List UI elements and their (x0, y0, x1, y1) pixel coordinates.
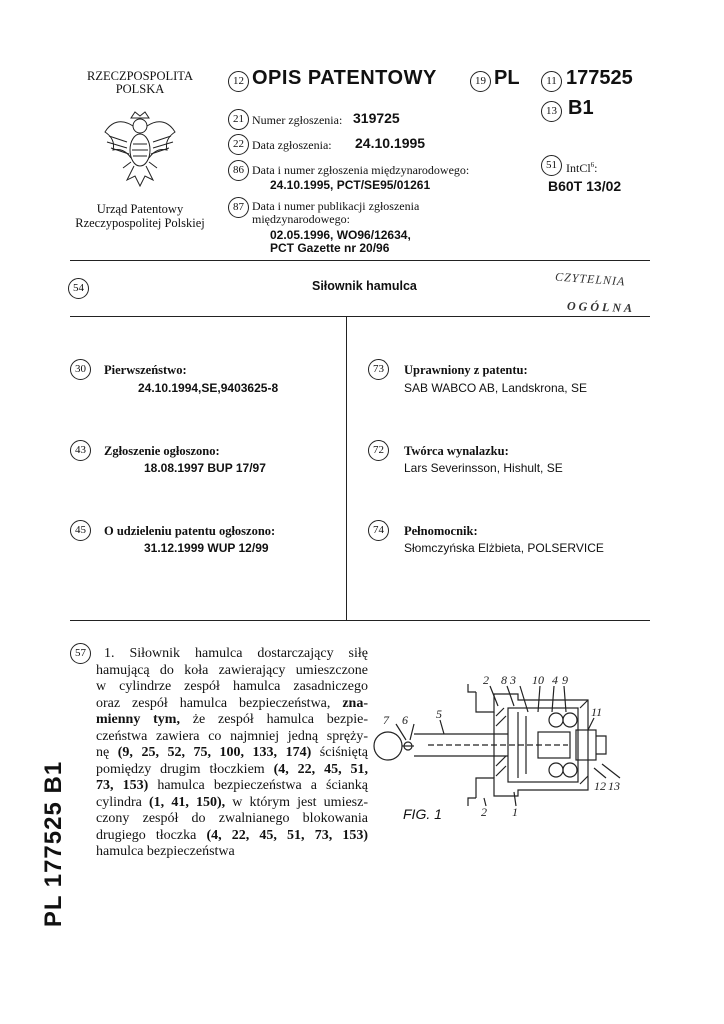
side-patent-label: PL 177525 B1 (40, 760, 67, 928)
inid-code-19: 19 (470, 71, 491, 92)
patent-holder-value: SAB WABCO AB, Landskrona, SE (404, 381, 587, 395)
claim-plain-text: że zespół hamulca bezpie- (179, 712, 368, 727)
claim-plain-text: w cylindrze zespół hamulca zasadniczego (96, 679, 368, 694)
eagle-emblem-icon (101, 108, 179, 190)
fig-label-13: 13 (608, 779, 620, 793)
claim-line (96, 828, 368, 845)
claim-bold-text: zna- (342, 695, 368, 711)
claim-bold-text: (1, 41, 150), (149, 794, 226, 810)
claim-plain-text: ściśniętą (311, 745, 368, 760)
application-date: 24.10.1995 (355, 135, 426, 151)
granted-value: 31.12.1999 WUP 12/99 (144, 541, 269, 555)
country-name (60, 70, 220, 96)
inid-code-73: 73 (368, 359, 389, 380)
claim-line (96, 745, 368, 762)
invention-title: Siłownik hamulca (312, 279, 417, 293)
claim-bold-text: mienny tym, (96, 712, 180, 727)
fig-label-12: 12 (594, 779, 606, 793)
claim-line (96, 844, 368, 861)
claim-bold-text: (4, 22, 45, 51, 73, 153) (206, 827, 368, 843)
publication-label-line-2: międzynarodowego: (252, 212, 350, 226)
document-type: OPIS PATENTOWY (252, 67, 437, 89)
fig-label-2: 2 (483, 673, 489, 687)
library-stamp-line-1: CZYTELNIA (554, 269, 626, 289)
publication-label-line-1: Data i numer publikacji zgłoszenia (252, 199, 420, 213)
inid-code-54: 54 (68, 278, 89, 299)
fig-label-4: 4 (552, 673, 558, 687)
inid-code-87: 87 (228, 197, 249, 218)
divider-middle (70, 316, 650, 317)
office-line-1: Urząd Patentowy (96, 202, 184, 216)
claim-line (96, 646, 368, 663)
inid-code-57: 57 (70, 643, 91, 664)
claim-line (96, 811, 368, 828)
fig-label-6: 6 (402, 713, 408, 727)
country-line-2: POLSKA (115, 82, 165, 96)
announced-value: 18.08.1997 BUP 17/97 (144, 461, 266, 475)
claim-plain-text: pomiędzy drugim tłoczkiem (96, 761, 274, 777)
announced-label: Zgłoszenie ogłoszono: (104, 444, 220, 458)
intl-application-value: 24.10.1995, PCT/SE95/01261 (270, 178, 431, 192)
inid-code-74: 74 (368, 520, 389, 541)
application-date-label: Data zgłoszenia: (252, 138, 332, 152)
fig-label-2-bottom: 2 (481, 805, 487, 819)
claim-plain-text: cylindra (96, 794, 150, 810)
intcl-edition: 6 (590, 161, 595, 169)
intcl-label: IntCl$^6$: (566, 161, 598, 175)
claim-line (96, 778, 368, 795)
priority-label: Pierwszeństwo: (104, 363, 187, 377)
fig-label-1: 1 (512, 805, 518, 819)
patent-number: 177525 (566, 67, 633, 89)
publication-value-line-2: PCT Gazette nr 20/96 (270, 241, 390, 255)
claim-line (96, 696, 368, 713)
inventor-label: Twórca wynalazku: (404, 444, 509, 458)
fig-label-8: 8 (501, 673, 507, 687)
priority-value: 24.10.1994,SE,9403625-8 (138, 381, 279, 395)
claim-plain-text: hamulca bezpieczeństwa (96, 844, 235, 859)
fig-label-5: 5 (436, 707, 442, 721)
claim-bold-text: (4, 22, 45, 51, (273, 761, 368, 777)
application-number: 319725 (353, 110, 400, 126)
inid-code-45: 45 (70, 520, 91, 541)
country-code: PL (494, 67, 520, 89)
claim-plain-text: hamulca bezpieczeństwa a ścianką (148, 778, 368, 793)
divider-bottom (70, 620, 650, 621)
inid-code-22: 22 (228, 134, 249, 155)
claim-plain-text: drugiego tłoczka (96, 827, 207, 843)
claim-line (96, 795, 368, 812)
inid-code-21: 21 (228, 109, 249, 130)
application-number-label: Numer zgłoszenia: (252, 113, 343, 127)
claim-plain-text: w którym jest umiesz- (225, 794, 368, 810)
claim-bold-text: 73, 153) (96, 778, 149, 793)
kind-code: B1 (568, 97, 594, 119)
claim-plain-text: hamującą do koła zawierający umieszczone (96, 662, 368, 678)
inid-code-51: 51 (541, 155, 562, 176)
inventor-value: Lars Severinsson, Hishult, SE (404, 461, 563, 475)
divider-top (70, 260, 650, 261)
publication-value (270, 229, 411, 255)
fig-label-10: 10 (532, 673, 544, 687)
claim-plain-text: oraz zespół hamulca bezpieczeństwa, (96, 695, 343, 711)
patent-holder-label: Uprawniony z patentu: (404, 363, 528, 377)
inid-code-12: 12 (228, 71, 249, 92)
claim-bold-text: (9, 25, 52, 75, 100, 133, 174) (117, 745, 312, 760)
publication-label (252, 200, 419, 226)
attorney-value: Słomczyńska Elżbieta, POLSERVICE (404, 541, 604, 555)
column-divider (346, 316, 347, 620)
fig-label-7: 7 (383, 713, 389, 727)
figure-caption: FIG. 1 (403, 806, 442, 822)
inid-code-11: 11 (541, 71, 562, 92)
claim-line (96, 729, 368, 746)
claim-plain-text: 1. Siłownik hamulca dostarczający siłę (104, 646, 368, 661)
claim-text (96, 646, 368, 861)
claim-line (96, 679, 368, 696)
patent-office-name (55, 202, 225, 230)
claim-line (96, 712, 368, 729)
inid-code-43: 43 (70, 440, 91, 461)
inid-code-72: 72 (368, 440, 389, 461)
intcl-value: B60T 13/02 (548, 178, 622, 194)
claim-line (96, 663, 368, 680)
attorney-label: Pełnomocnik: (404, 524, 478, 538)
claim-plain-text: nę (96, 745, 118, 760)
country-line-1: RZECZPOSPOLITA (87, 69, 193, 83)
library-stamp-line-2: OGÓLNA (566, 298, 636, 316)
office-line-2: Rzeczypospolitej Polskiej (75, 216, 205, 230)
inid-code-86: 86 (228, 160, 249, 181)
fig-label-11: 11 (591, 705, 603, 719)
inid-code-30: 30 (70, 359, 91, 380)
intl-application-label: Data i numer zgłoszenia międzynarodowego: (252, 163, 470, 177)
publication-value-line-1: 02.05.1996, WO96/12634, (270, 228, 411, 242)
claim-plain-text: czony zespół do zwalnianego blokowania (96, 811, 368, 826)
claim-line (96, 762, 368, 779)
inid-code-13: 13 (541, 101, 562, 122)
fig-label-9: 9 (562, 673, 568, 687)
intcl-label-text: IntCl (566, 161, 591, 175)
claim-plain-text: czeństwa zawiera co najmniej jedną spręży- (96, 728, 368, 744)
fig-label-3: 3 (510, 673, 516, 687)
granted-label: O udzieleniu patentu ogłoszono: (104, 524, 276, 538)
